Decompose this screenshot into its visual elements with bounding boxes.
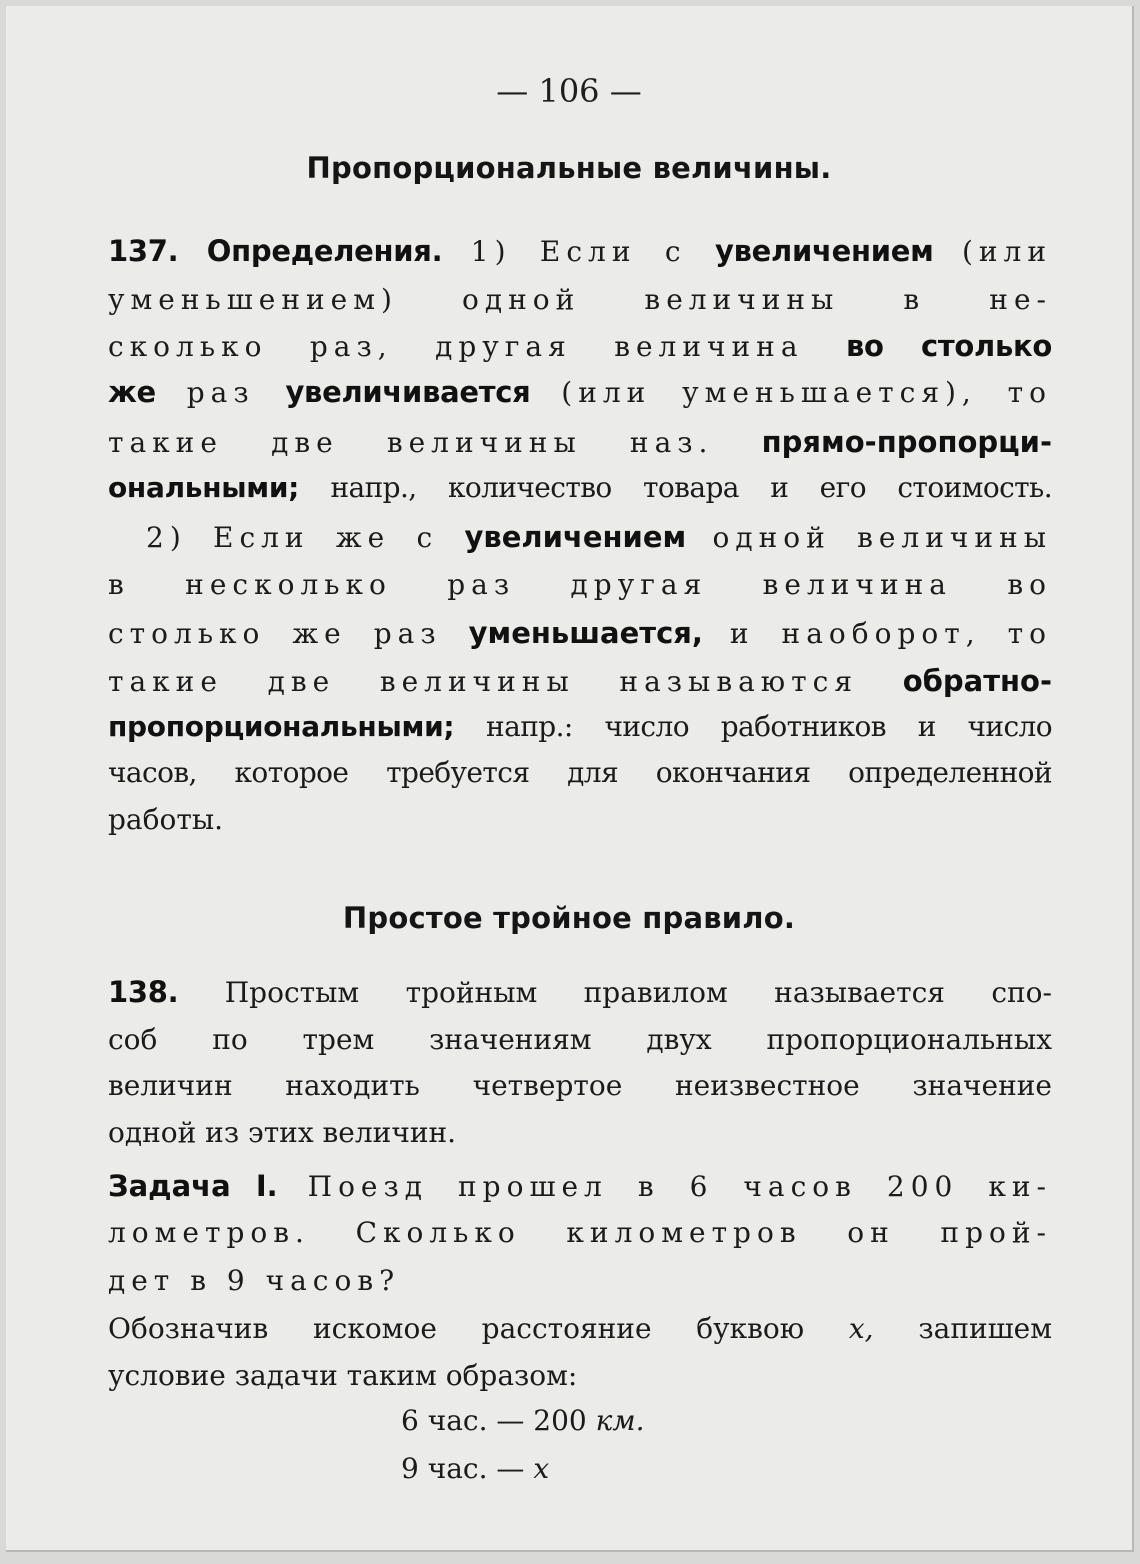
bold-term: увеличивается	[285, 375, 531, 409]
section-heading-rule-of-three: Простое тройное правило.	[342, 901, 796, 935]
text-span: напр.: число работников и число	[486, 710, 1052, 743]
text-span: 1) Если с	[470, 235, 687, 268]
section-heading-proportional: Пропорциональные величины.	[306, 151, 832, 185]
term-definitions: Определения.	[206, 234, 443, 268]
text-line	[146, 514, 1052, 560]
text-span: напр., количество товара и его стоимость.	[330, 471, 1052, 504]
text-line: работы.	[108, 803, 224, 836]
text-span: и наоборот, то	[729, 617, 1052, 650]
text-line	[108, 323, 1052, 369]
text-span: 2) Если же с	[146, 521, 439, 554]
text-line	[108, 658, 1052, 704]
bold-term: уменьшается,	[468, 616, 703, 650]
bold-term: увеличением	[715, 234, 934, 268]
bold-term: увеличением	[464, 520, 687, 554]
text-line	[108, 1163, 1052, 1209]
text-span: Простым тройным правилом называется спо-	[224, 976, 1053, 1009]
variable-x: x	[533, 1452, 550, 1485]
bold-term: пропорциональными;	[108, 710, 455, 743]
text-line: условие задачи таким образом:	[108, 1359, 578, 1392]
bold-term: обратно-	[902, 664, 1052, 698]
bold-term: прямо-пропорци-	[761, 425, 1053, 459]
text-line: в несколько раз другая величина во	[108, 568, 1052, 601]
paragraph-number: 137.	[108, 234, 179, 268]
text-span: 9 час. —	[401, 1452, 525, 1485]
equation-line-2	[401, 1452, 549, 1485]
text-span: 6 час. — 200	[401, 1404, 587, 1437]
paragraph-number: 138.	[108, 975, 179, 1009]
text-span: раз	[186, 376, 255, 409]
text-span: (или	[961, 235, 1053, 268]
variable-x: x,	[848, 1312, 874, 1345]
book-page	[6, 6, 1134, 1552]
text-line	[108, 419, 1052, 465]
text-line: лометров. Сколько километров он прой-	[108, 1216, 1052, 1249]
text-line	[108, 969, 1052, 1015]
text-line: часов, которое требуется для окончания определенной	[108, 756, 1052, 789]
text-span: такие две величины наз.	[108, 426, 714, 459]
bold-term: во столько	[845, 329, 1053, 363]
text-span: запишем	[918, 1312, 1053, 1345]
text-line	[108, 610, 1052, 656]
text-span: столько же раз	[108, 617, 442, 650]
text-line: одной из этих величин.	[108, 1116, 457, 1149]
text-line	[108, 369, 1052, 415]
text-span: такие две величины называются	[108, 665, 858, 698]
text-line	[108, 228, 1052, 274]
text-span: сколько раз, другая величина	[108, 330, 804, 363]
unit-km: км.	[595, 1404, 645, 1437]
text-line: соб по трем значениям двух пропорциональных	[108, 1023, 1052, 1056]
text-span: (или уменьшается), то	[561, 376, 1052, 409]
text-span: Поезд прошел в 6 часов 200 ки-	[307, 1170, 1052, 1203]
text-span: Обозначив искомое расстояние буквою	[108, 1312, 805, 1345]
text-line: уменьшением) одной величины в не-	[108, 283, 1052, 316]
page-number: — 106 —	[496, 72, 642, 110]
text-line	[108, 1306, 1052, 1352]
bold-term: же	[108, 375, 156, 409]
text-line	[108, 704, 1052, 750]
text-line: величин находить четвертое неизвестное значение	[108, 1069, 1052, 1102]
task-label: Задача I.	[108, 1169, 278, 1203]
text-span: одной величины	[712, 521, 1052, 554]
text-line	[108, 465, 1052, 511]
equation-line-1	[401, 1404, 645, 1437]
text-line: дет в 9 часов?	[108, 1264, 401, 1297]
bold-term: ональными;	[108, 471, 300, 504]
